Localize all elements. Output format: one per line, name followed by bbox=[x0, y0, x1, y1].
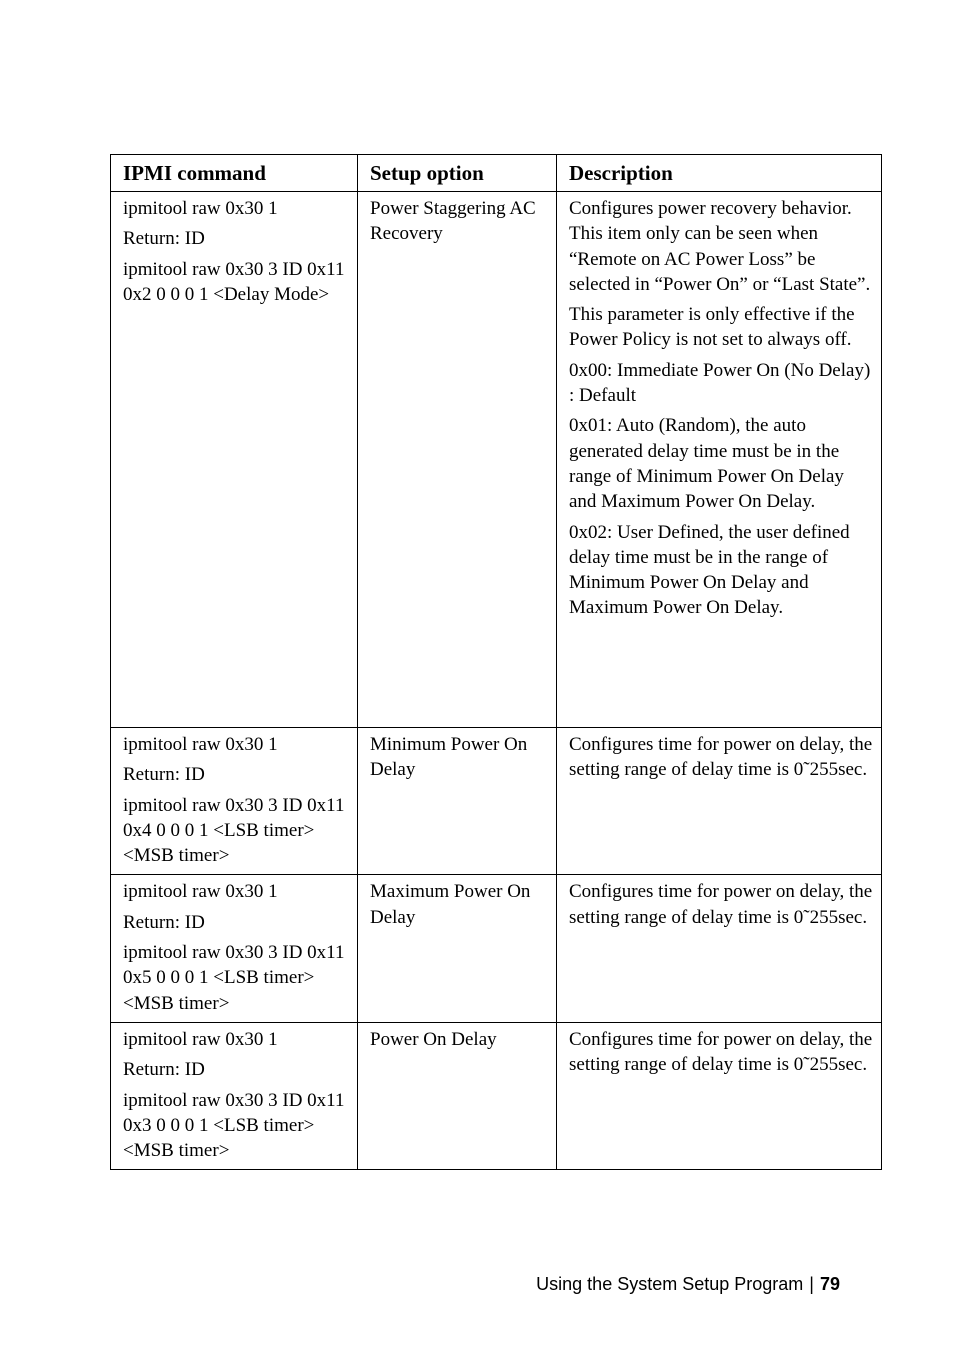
command-line: Return: ID bbox=[123, 764, 205, 786]
description-paragraph: 0x01: Auto (Random), the auto generated delay time must be in the range of Minimum Power On Delay and Maximum Power On Delay. bbox=[569, 415, 844, 513]
command-cell bbox=[111, 1022, 358, 1169]
ipmi-settings-table bbox=[110, 154, 882, 1170]
description-cell bbox=[557, 192, 882, 728]
description-paragraph: 0x02: User Defined, the user defined delay time must be in the range of Minimum Power On Delay and Maximum Power On Delay. bbox=[569, 521, 850, 619]
table-row bbox=[111, 728, 882, 875]
command-cell bbox=[111, 192, 358, 728]
command-line: Return: ID bbox=[123, 228, 205, 250]
description-paragraph: Configures time for power on delay, the setting range of delay time is 0˜255sec. bbox=[569, 881, 873, 928]
footer-separator: | bbox=[809, 1274, 814, 1294]
setup-option-cell: Power Staggering AC Recovery bbox=[358, 192, 557, 728]
table-row bbox=[111, 1022, 882, 1169]
command-line: ipmitool raw 0x30 1 bbox=[123, 734, 278, 755]
command-line: Return: ID bbox=[123, 911, 205, 933]
header-setup-option: Setup option bbox=[358, 155, 557, 192]
description-paragraph: This parameter is only effective if the Power Policy is not set to always off. bbox=[569, 304, 855, 351]
setup-option-cell: Maximum Power On Delay bbox=[358, 875, 557, 1022]
command-cell bbox=[111, 875, 358, 1022]
command-line: ipmitool raw 0x30 3 ID 0x11 0x2 0 0 0 1 <Delay Mode> bbox=[123, 258, 345, 305]
command-line: ipmitool raw 0x30 1 bbox=[123, 198, 278, 219]
setup-option-cell: Minimum Power On Delay bbox=[358, 728, 557, 875]
description-cell bbox=[557, 728, 882, 875]
table-row bbox=[111, 192, 882, 728]
page-footer bbox=[536, 1272, 840, 1296]
description-paragraph: Configures time for power on delay, the setting range of delay time is 0˜255sec. bbox=[569, 734, 873, 781]
table-header-row bbox=[111, 155, 882, 192]
description-cell bbox=[557, 1022, 882, 1169]
table-row bbox=[111, 875, 882, 1022]
header-ipmi-command: IPMI command bbox=[111, 155, 358, 192]
footer-section-title: Using the System Setup Program bbox=[536, 1274, 804, 1294]
description-cell bbox=[557, 875, 882, 1022]
description-paragraph: Configures time for power on delay, the setting range of delay time is 0˜255sec. bbox=[569, 1028, 873, 1076]
header-description: Description bbox=[557, 155, 882, 192]
command-line: ipmitool raw 0x30 1 bbox=[123, 881, 278, 903]
description-paragraph: 0x00: Immediate Power On (No Delay) : Default bbox=[569, 359, 871, 407]
setup-option-cell: Power On Delay bbox=[358, 1022, 557, 1169]
description-paragraph: Configures power recovery behavior. This item only can be seen when “Remote on AC Power Loss” be selected in “Power On” or “Last State”. bbox=[569, 198, 871, 295]
command-cell bbox=[111, 728, 358, 875]
command-line: ipmitool raw 0x30 3 ID 0x11 0x5 0 0 0 1 <LSB timer> <MSB timer> bbox=[123, 942, 345, 1014]
page-number: 79 bbox=[819, 1274, 840, 1294]
command-line: Return: ID bbox=[123, 1059, 205, 1081]
command-line: ipmitool raw 0x30 1 bbox=[123, 1028, 278, 1050]
command-line: ipmitool raw 0x30 3 ID 0x11 0x3 0 0 0 1 <LSB timer> <MSB timer> bbox=[123, 1089, 345, 1162]
command-line: ipmitool raw 0x30 3 ID 0x11 0x4 0 0 0 1 <LSB timer> <MSB timer> bbox=[123, 794, 345, 867]
